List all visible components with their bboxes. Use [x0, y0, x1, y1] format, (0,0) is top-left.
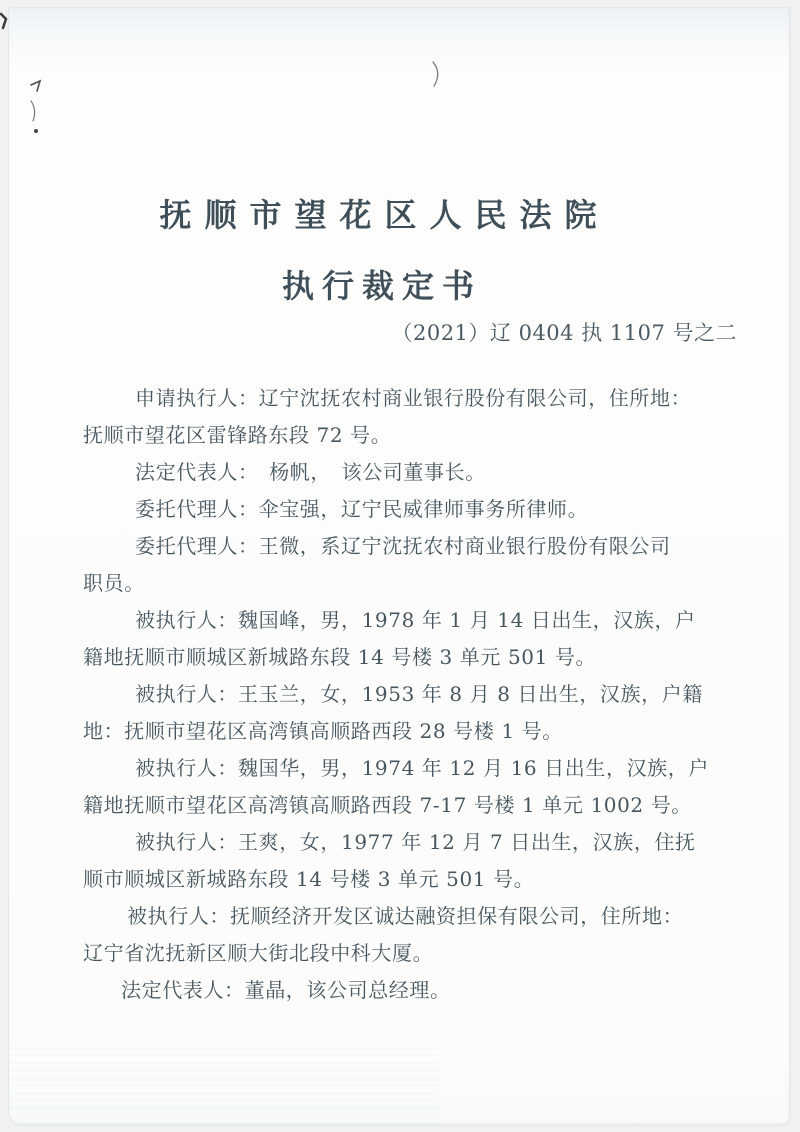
body-line-respondent-5: 被执行人：抚顺经济开发区诚达融资担保有限公司，住所地： — [127, 904, 684, 928]
document-type-title: 执行裁定书 — [281, 267, 482, 305]
body-line-respondent-2: 被执行人：王玉兰，女，1953 年 8 月 8 日出生，汉族，户籍 — [135, 682, 703, 706]
body-line-respondent-1-cont: 籍地抚顺市顺城区新城路东段 14 号楼 3 单元 501 号。 — [83, 645, 597, 669]
body-line-legal-rep-1: 法定代表人： 杨帆， 该公司董事长。 — [135, 460, 486, 484]
document-body — [83, 380, 742, 1009]
body-line-respondent-1: 被执行人：魏国峰，男，1978 年 1 月 14 日出生，汉族，户 — [135, 608, 696, 632]
document-header — [0, 190, 756, 307]
body-line-agent-2-cont: 职员。 — [83, 571, 145, 595]
body-line-agent-1: 委托代理人：伞宝强，辽宁民威律师事务所律师。 — [135, 497, 589, 521]
body-line-applicant-address: 抚顺市望花区雷锋路东段 72 号。 — [83, 423, 392, 447]
court-name-title: 抚顺市望花区人民法院 — [159, 196, 610, 234]
body-line-respondent-5-cont: 辽宁省沈抚新区顺大街北段中科大厦。 — [83, 941, 434, 965]
body-line-respondent-4: 被执行人：王爽，女，1977 年 12 月 7 日出生，汉族，住抚 — [135, 830, 696, 854]
body-line-agent-2: 委托代理人：王微，系辽宁沈抚农村商业银行股份有限公司 — [135, 534, 671, 558]
body-line-respondent-2-cont: 地：抚顺市望花区高湾镇高顺路西段 28 号楼 1 号。 — [83, 719, 563, 743]
body-line-respondent-3-cont: 籍地抚顺市望花区高湾镇高顺路西段 7-17 号楼 1 单元 1002 号。 — [83, 793, 692, 817]
body-line-legal-rep-2: 法定代表人：董晶，该公司总经理。 — [121, 978, 451, 1002]
body-line-respondent-3: 被执行人：魏国华，男，1974 年 12 月 16 日出生，汉族，户 — [135, 756, 709, 780]
body-line-respondent-4-cont: 顺市顺城区新城路东段 14 号楼 3 单元 501 号。 — [83, 867, 535, 891]
case-number: （2021）辽 0404 执 1107 号之二 — [391, 321, 737, 345]
body-line-applicant: 申请执行人：辽宁沈抚农村商业银行股份有限公司，住所地： — [135, 386, 692, 410]
